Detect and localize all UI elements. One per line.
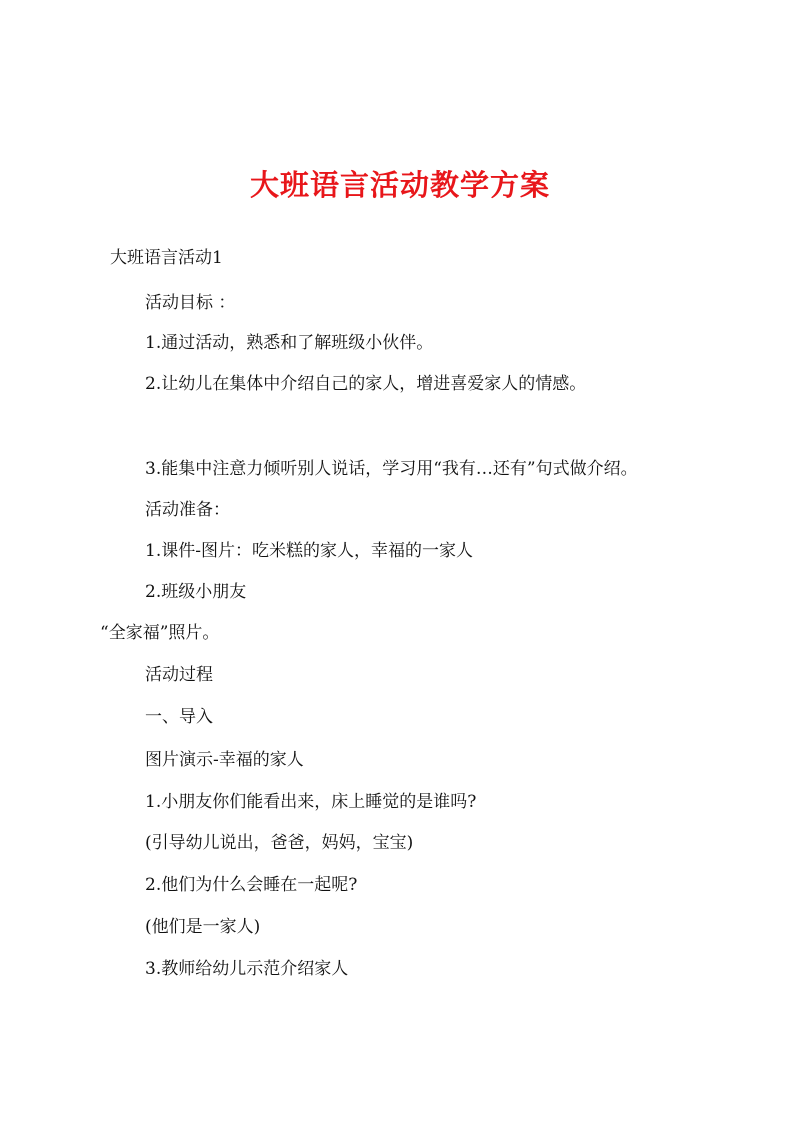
prep-item-2-continued: “全家福”照片。 (100, 623, 220, 643)
answer-2: (他们是一家人) (145, 917, 261, 937)
goal-item-3: 3.能集中注意力倾听别人说话，学习用“我有…还有”句式做介绍。 (145, 459, 638, 479)
picture-demo-line: 图片演示-幸福的家人 (145, 750, 304, 770)
step-3: 3.教师给幼儿示范介绍家人 (145, 959, 349, 979)
question-1: 1.小朋友你们能看出来，床上睡觉的是谁吗? (145, 792, 477, 812)
section-heading: 大班语言活动1 (110, 248, 223, 268)
activity-process-heading: 活动过程 (145, 665, 213, 685)
activity-prep-heading: 活动准备： (145, 500, 230, 520)
intro-heading: 一、导入 (145, 707, 213, 727)
goal-item-1: 1.通过活动，熟悉和了解班级小伙伴。 (145, 333, 434, 353)
document-title: 大班语言活动教学方案 (249, 168, 550, 202)
prep-item-1: 1.课件-图片：吃米糕的家人，幸福的一家人 (145, 541, 473, 561)
activity-goals-heading: 活动目标 ： (145, 293, 236, 313)
goal-item-2: 2.让幼儿在集体中介绍自己的家人，增进喜爱家人的情感。 (145, 374, 587, 394)
question-2: 2.他们为什么会睡在一起呢? (145, 875, 358, 895)
prep-item-2: 2.班级小朋友 (145, 582, 247, 602)
guidance-1: (引导幼儿说出，爸爸，妈妈，宝宝) (145, 833, 414, 853)
